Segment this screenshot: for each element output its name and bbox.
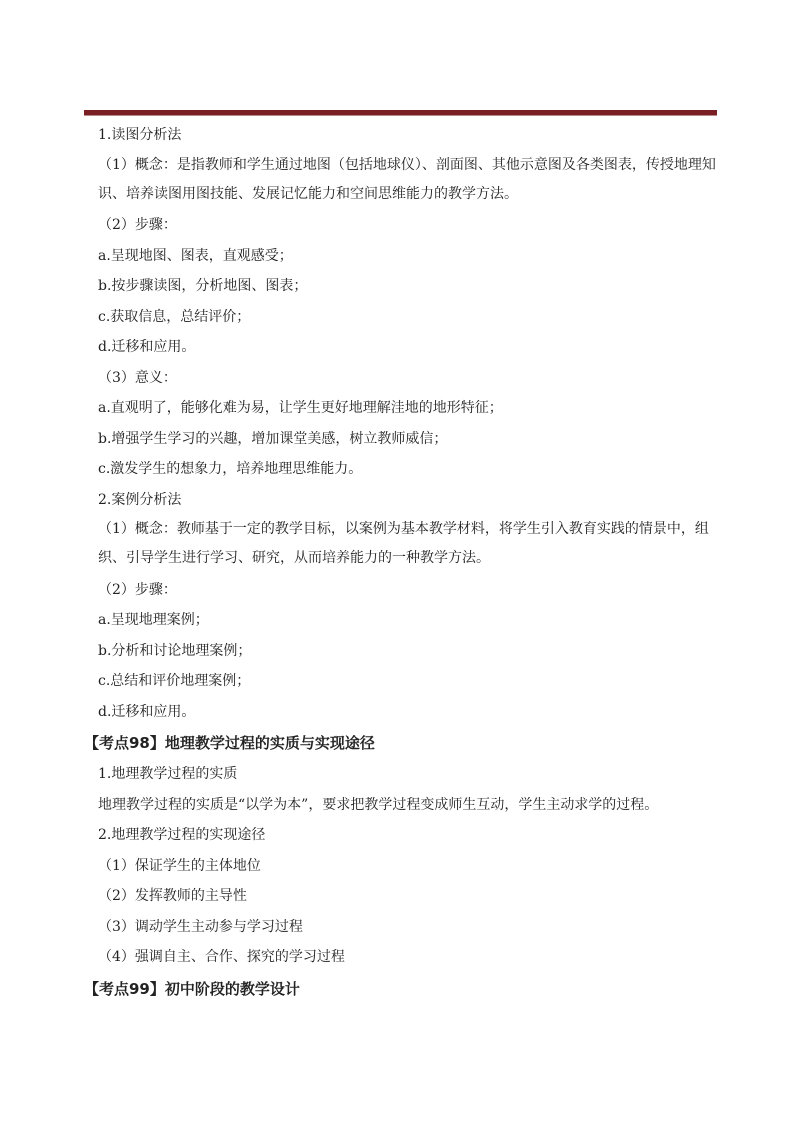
list-item: b.按步骤读图，分析地图、图表； — [98, 278, 308, 294]
kaodian-99-heading: 【考点99】初中阶段的教学设计 — [84, 979, 300, 998]
list-item: d.迁移和应用。 — [98, 339, 196, 355]
section-title-map-reading: 1.读图分析法 — [98, 127, 182, 143]
subheading-case-analysis-steps: （2）步骤： — [98, 581, 177, 598]
list-item: （3）调动学生主动参与学习过程 — [98, 918, 303, 935]
kaodian-98-heading: 【考点98】地理教学过程的实质与实现途径 — [84, 734, 375, 752]
paragraph-map-reading-concept: （1）概念：是指教师和学生通过地图（包括地球仪）、剖面图、其他示意图及各类图表，传授地理知识、培养读图用图技能、发展记忆能力和空间思维能力的教学方法。 — [98, 156, 716, 202]
paragraph-case-analysis-concept: （1）概念：教师基于一定的教学目标，以案例为基本教学材料，将学生引入教育实践的情景中，组织、引导学生进行学习、研究，从而培养能力的一种教学方法。 — [98, 521, 709, 566]
kaodian-98-essence-text: 地理教学过程的实质是“以学为本”，要求把教学过程变成师生互动，学生主动求学的过程。 — [98, 796, 659, 813]
header-rule — [84, 110, 717, 116]
list-item: d.迁移和应用。 — [98, 703, 196, 720]
kaodian-98-subtitle-approach: 2.地理教学过程的实现途径 — [98, 827, 266, 843]
list-item: c.获取信息，总结评价； — [98, 308, 251, 325]
kaodian-98-subtitle-essence: 1.地理教学过程的实质 — [98, 766, 238, 782]
subheading-map-reading-steps: （2）步骤： — [98, 217, 177, 233]
list-item: b.增强学生学习的兴趣，增加课堂美感，树立教师威信； — [98, 430, 448, 447]
list-item: （2）发挥教师的主导性 — [98, 888, 247, 904]
list-item: b.分析和讨论地理案例； — [98, 642, 252, 659]
section-title-case-analysis: 2.案例分析法 — [98, 491, 182, 508]
document-body — [84, 120, 717, 1005]
list-item: （1）保证学生的主体地位 — [98, 857, 261, 874]
list-item: a.呈现地理案例； — [98, 612, 209, 628]
subheading-map-reading-meaning: （3）意义： — [98, 369, 177, 386]
list-item: c.激发学生的想象力，培养地理思维能力。 — [98, 461, 363, 477]
list-item: c.总结和评价地理案例； — [98, 673, 251, 689]
list-item: （4）强调自主、合作、探究的学习过程 — [98, 949, 345, 965]
list-item: a.呈现地图、图表，直观感受； — [98, 247, 293, 264]
list-item: a.直观明了，能够化难为易，让学生更好地理解洼地的地形特征； — [98, 400, 503, 416]
